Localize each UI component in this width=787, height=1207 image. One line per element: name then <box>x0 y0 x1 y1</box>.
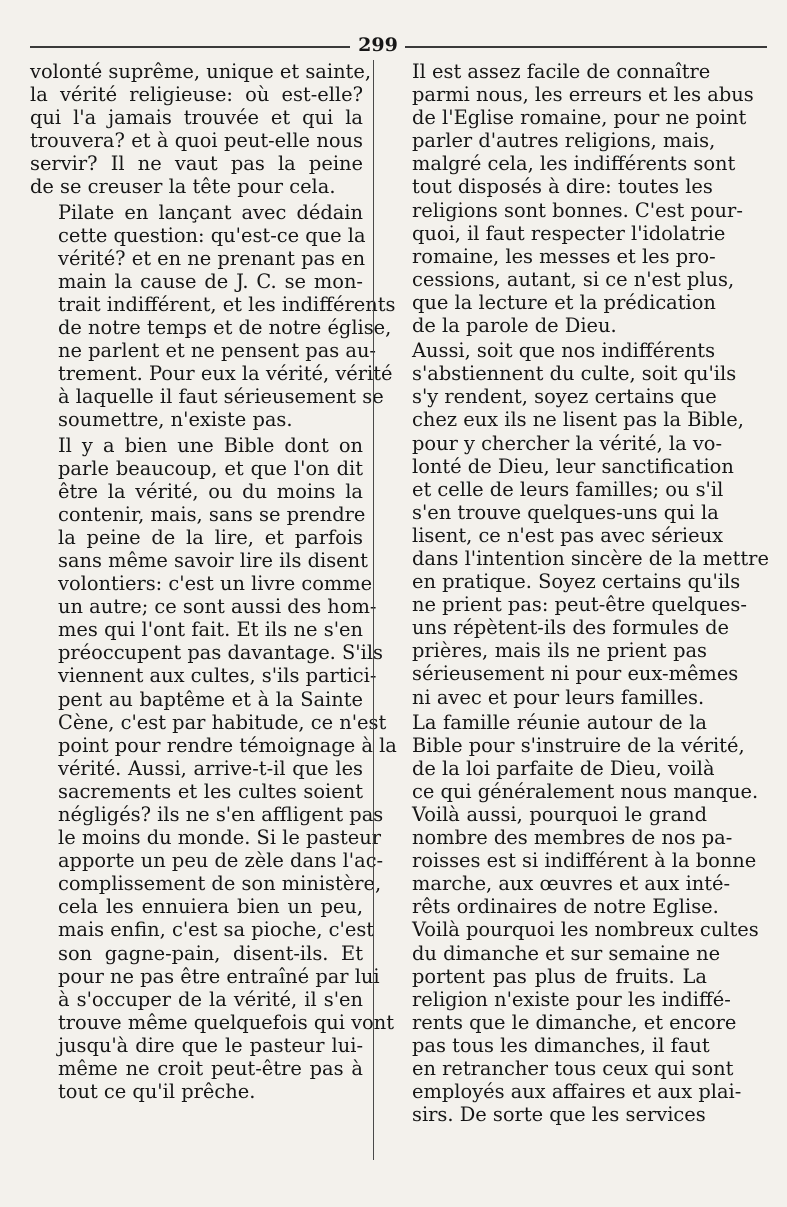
text-line: préoccupent pas davantage. S'ils <box>58 641 383 665</box>
text-line: La famille réunie autour de la <box>412 710 707 734</box>
text-line: pent au baptême et à la Sainte <box>58 687 363 711</box>
text-line: rents que le dimanche, et encore <box>412 1010 737 1034</box>
paragraph <box>30 433 397 1104</box>
text-line: s'y rendent, soyez certains que <box>412 385 717 409</box>
text-line: ce qui généralement nous manque. <box>412 779 759 803</box>
text-line: marche, aux œuvres et aux inté- <box>412 872 731 896</box>
text-line: apporte un peu de zèle dans l'ac- <box>58 849 384 873</box>
text-line: Voilà pourquoi les nombreux cultes <box>412 918 759 942</box>
text-line: du dimanche et sur semaine ne <box>412 941 721 965</box>
text-line: la peine de la lire, et parfois <box>58 525 363 549</box>
text-line: qui l'a jamais trouvée et qui la <box>30 106 363 130</box>
text-line: de la parole de Dieu. <box>412 314 617 338</box>
text-line: en pratique. Soyez certains qu'ils <box>412 570 741 594</box>
text-line: lonté de Dieu, leur sanctification <box>412 454 734 478</box>
text-line: mes qui l'ont fait. Et ils ne s'en <box>58 618 363 642</box>
text-line: ne prient pas: peut-être quelques- <box>412 593 747 617</box>
text-line: trement. Pour eux la vérité, vérité <box>58 362 393 386</box>
text-line: parle beaucoup, et que l'on dit <box>58 456 363 480</box>
text-line: en retrancher tous ceux qui sont <box>412 1057 734 1081</box>
text-line: à s'occuper de la vérité, il s'en <box>58 987 363 1011</box>
text-line: romaine, les messes et les pro- <box>412 244 716 268</box>
text-line: malgré cela, les indifférents sont <box>412 152 736 176</box>
text-line: vérité. Aussi, arrive-t-il que les <box>58 756 363 780</box>
text-line: complissement de son ministère, <box>58 872 382 896</box>
text-line: ni avec et pour leurs familles. <box>412 685 705 709</box>
header-rule-right <box>405 46 767 48</box>
paragraph <box>30 200 396 432</box>
text-line: jusqu'à dire que le pasteur lui- <box>58 1033 363 1057</box>
text-line: son gagne-pain, disent-ils. Et <box>58 941 363 965</box>
text-line: trouvera? et à quoi peut-elle nous <box>30 129 363 153</box>
paragraph <box>30 60 371 199</box>
text-line: Il est assez facile de connaître <box>412 60 711 83</box>
paragraph <box>384 710 759 1127</box>
text-line: dans l'intention sincère de la mettre <box>412 546 769 570</box>
text-line: volonté suprême, unique et sainte, <box>30 60 371 83</box>
text-line: viennent aux cultes, s'ils partici- <box>58 664 377 688</box>
text-line: chez eux ils ne lisent pas la Bible, <box>412 408 744 432</box>
text-line: uns répètent-ils des formules de <box>412 616 730 640</box>
text-line: quoi, il faut respecter l'idolatrie <box>412 221 726 245</box>
text-line: de la loi parfaite de Dieu, voilà <box>412 756 715 780</box>
text-line: parler d'autres religions, mais, <box>412 129 716 153</box>
text-line: religions sont bonnes. C'est pour- <box>412 198 743 222</box>
text-line: cessions, autant, si ce n'est plus, <box>412 267 735 291</box>
text-line: Pilate en lançant avec dédain <box>58 200 363 224</box>
text-line: ne parlent et ne pensent pas au- <box>58 339 376 363</box>
text-line: sirs. De sorte que les services <box>412 1103 706 1127</box>
text-line: un autre; ce sont aussi des hom- <box>58 595 377 619</box>
text-line: pas tous les dimanches, il faut <box>412 1033 710 1057</box>
text-line: rêts ordinaires de notre Eglise. <box>412 895 719 919</box>
text-line: de notre temps et de notre église, <box>58 316 392 340</box>
text-line: à laquelle il faut sérieusement se <box>58 385 384 409</box>
text-line: s'abstiennent du culte, soit qu'ils <box>412 362 737 386</box>
text-line: main la cause de J. C. se mon- <box>58 269 363 293</box>
text-line: sérieusement ni pour eux-mêmes <box>412 662 739 686</box>
text-line: s'en trouve quelques-uns qui la <box>412 500 719 524</box>
right-column <box>384 60 769 1128</box>
text-line: de se creuser la tête pour cela. <box>30 175 336 199</box>
text-line: Il y a bien une Bible dont on <box>58 433 363 457</box>
text-line: Voilà aussi, pourquoi le grand <box>412 803 707 826</box>
text-line: tout disposés à dire: toutes les <box>412 175 713 199</box>
text-line: cela les ennuiera bien un peu, <box>58 895 363 919</box>
text-line: négligés? ils ne s'en affligent pas <box>58 803 384 826</box>
text-line: sans même savoir lire ils disent <box>58 548 368 572</box>
text-line: Cène, c'est par habitude, ce n'est <box>58 710 387 734</box>
column-divider <box>373 60 374 1160</box>
text-line: être la vérité, ou du moins la <box>58 479 363 503</box>
text-line: de l'Eglise romaine, pour ne point <box>412 106 747 130</box>
text-line: prières, mais ils ne prient pas <box>412 639 707 663</box>
text-line: volontiers: c'est un livre comme <box>58 572 373 596</box>
text-line: tout ce qu'il prêche. <box>58 1080 256 1104</box>
text-line: trouve même quelquefois qui vont <box>58 1010 395 1034</box>
text-line: nombre des membres de nos pa- <box>412 826 733 850</box>
text-line: contenir, mais, sans se prendre <box>58 502 366 526</box>
text-line: la vérité religieuse: où est-elle? <box>30 83 363 107</box>
text-line: servir? Il ne vaut pas la peine <box>30 152 363 176</box>
text-line: trait indifférent, et les indifférents <box>58 292 396 316</box>
text-line: et celle de leurs familles; ou s'il <box>412 477 724 501</box>
text-line: pour ne pas être entraîné par lui <box>58 964 380 988</box>
page-number: 299 <box>358 34 398 56</box>
text-line: mais enfin, c'est sa pioche, c'est <box>58 918 375 942</box>
text-line: le moins du monde. Si le pasteur <box>58 826 381 850</box>
text-line: cette question: qu'est-ce que la <box>58 223 366 247</box>
left-column <box>30 60 397 1105</box>
text-line: religion n'existe pour les indiffé- <box>412 987 731 1011</box>
text-line: même ne croit peut-être pas à <box>58 1057 363 1081</box>
text-line: lisent, ce n'est pas avec sérieux <box>412 523 724 547</box>
text-line: vérité? et en ne prenant pas en <box>58 246 366 270</box>
text-line: pour y chercher la vérité, la vo- <box>412 431 723 455</box>
text-line: soumettre, n'existe pas. <box>58 408 293 432</box>
header-rule-left <box>30 46 350 48</box>
paragraph <box>384 339 769 709</box>
text-line: point pour rendre témoignage à la <box>58 733 397 757</box>
text-line: portent pas plus de fruits. La <box>412 964 707 988</box>
text-line: parmi nous, les erreurs et les abus <box>412 83 754 107</box>
text-line: roisses est si indifférent à la bonne <box>412 849 757 873</box>
text-line: employés aux affaires et aux plai- <box>412 1080 742 1104</box>
text-line: Aussi, soit que nos indifférents <box>412 339 716 363</box>
text-line: Bible pour s'instruire de la vérité, <box>412 733 745 757</box>
text-line: sacrements et les cultes soient <box>58 779 363 803</box>
paragraph <box>384 60 754 338</box>
page-header <box>30 36 767 58</box>
text-line: que la lecture et la prédication <box>412 290 716 314</box>
